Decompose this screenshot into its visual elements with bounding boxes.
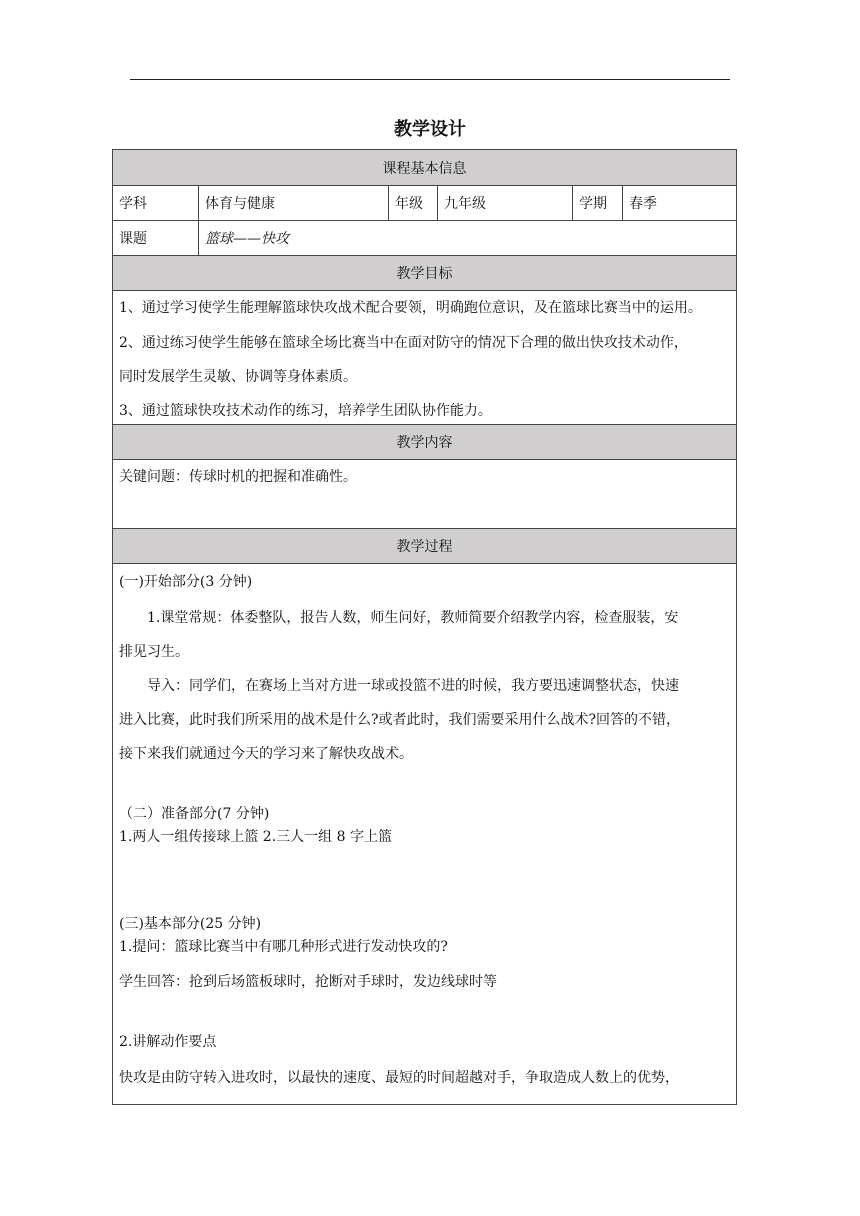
topic-value: 篮球——快攻 [198,221,736,255]
part1-intro-line3: 接下来我们就通过今天的学习来了解快攻战术。 [119,746,413,762]
part1-routine-line1: 1.课堂常规：体委整队，报告人数，师生问好，教师简要介绍教学内容，检查服装，安 [147,610,679,626]
section-header-label: 教学目标 [396,266,453,282]
grade-label: 年级 [388,186,437,220]
objective-2-cont: 同时发展学生灵敏、协调等身体素质。 [119,369,357,385]
grade-value: 九年级 [437,186,572,220]
objective-3: 3、通过篮球快攻技术动作的练习，培养学生团队协作能力。 [119,403,492,419]
section-header-objectives [113,255,736,290]
section-header-process [113,528,736,563]
part3-point-title: 2.讲解动作要点 [119,1034,217,1050]
topic-label: 课题 [119,231,147,247]
part1-title: (一)开始部分(3 分钟) [119,574,253,590]
subject-value: 体育与健康 [198,186,388,220]
key-question: 关键问题：传球时机的把握和准确性。 [119,469,357,485]
part3-point-text: 快攻是由防守转入进攻时，以最快的速度、最短的时间超越对手，争取造成人数上的优势， [119,1070,679,1086]
section-header-label: 课程基本信息 [382,160,467,177]
document-title: 教学设计 [394,119,466,140]
header-rule [130,79,730,80]
part3-answer: 学生回答：抢到后场篮板球时，抢断对手球时，发边线球时等 [119,974,497,990]
lesson-plan-table [112,149,737,1105]
process-cell [113,563,736,1104]
term-label: 学期 [572,186,622,220]
section-header-label: 教学内容 [396,435,453,451]
term-value: 春季 [622,186,736,220]
section-header-label: 教学过程 [396,539,453,555]
part1-intro-line2: 进入比赛，此时我们所采用的战术是什么?或者此时，我们需要采用什么战术?回答的不错， [119,712,681,728]
objective-2: 2、通过练习使学生能够在篮球全场比赛当中在面对防守的情况下合理的做出快攻技术动作， [119,335,688,351]
basic-info-row [113,185,736,220]
part2-title: （二）准备部分(7 分钟) [119,806,270,822]
subject-label: 学科 [119,196,147,212]
part3-title: (三)基本部分(25 分钟) [119,916,262,932]
part1-intro-line1: 导入：同学们，在赛场上当对方进一球或投篮不进的时候，我方要迅速调整状态，快速 [147,678,679,694]
content-cell [113,459,736,528]
part3-question: 1.提问：篮球比赛当中有哪几种形式进行发动快攻的? [119,939,448,955]
topic-row [113,220,736,255]
objectives-cell [113,290,736,424]
section-header-basic-info [113,150,736,185]
part2-item: 1.两人一组传接球上篮 2.三人一组 8 字上篮 [119,829,392,845]
section-header-content [113,424,736,459]
part1-routine-line2: 排见习生。 [119,644,189,660]
objective-1: 1、通过学习使学生能理解篮球快攻战术配合要领，明确跑位意识，及在篮球比赛当中的运用。 [119,300,702,316]
